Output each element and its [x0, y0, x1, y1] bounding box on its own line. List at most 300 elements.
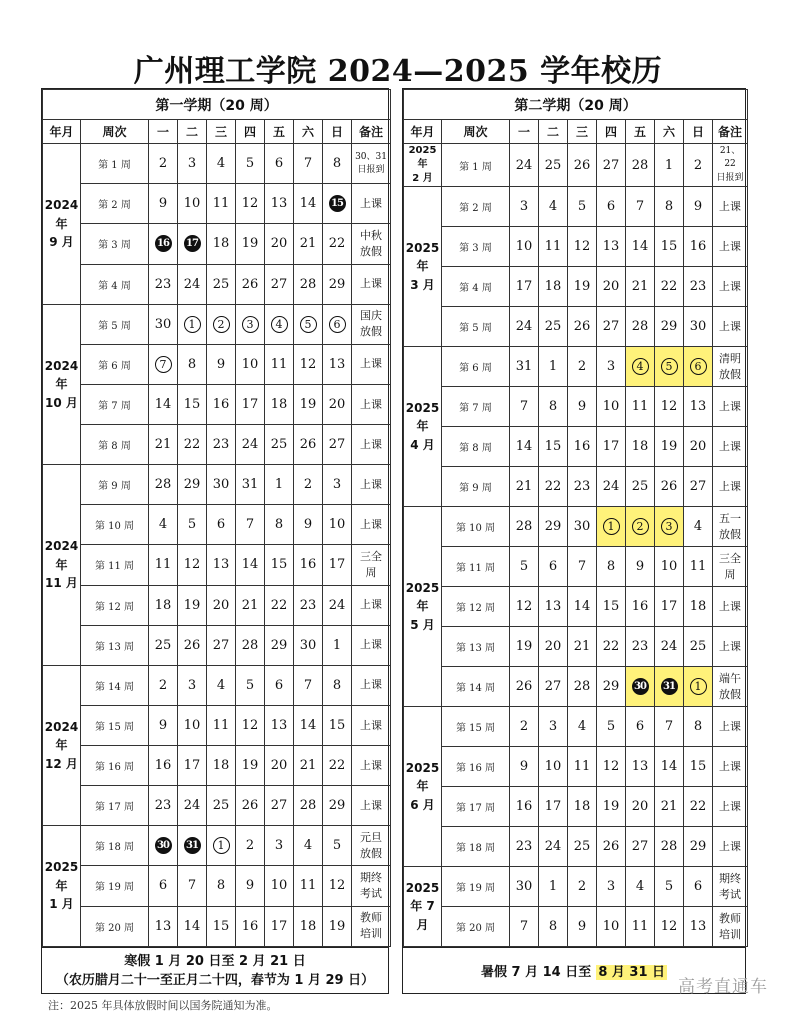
holiday-date-circle: 2 — [213, 316, 230, 333]
day-cell — [597, 747, 626, 787]
day-number: 5 — [245, 156, 255, 172]
week-note-line: 培训 — [360, 927, 383, 941]
day-cell — [655, 707, 684, 747]
column-header: 四 — [597, 120, 626, 144]
day-cell — [626, 227, 655, 267]
day-cell — [539, 267, 568, 307]
day-cell — [178, 906, 207, 946]
column-header: 一 — [149, 120, 178, 144]
week-note — [352, 184, 391, 224]
week-number: 第 10 周 — [81, 505, 149, 545]
day-cell — [568, 467, 597, 507]
day-number: 17 — [602, 439, 620, 454]
day-number: 7 — [519, 399, 529, 414]
week-note — [713, 707, 748, 747]
day-number: 4 — [577, 719, 587, 734]
day-cell — [539, 227, 568, 267]
day-number: 26 — [573, 319, 591, 334]
day-cell — [323, 425, 352, 465]
week-row — [404, 867, 748, 907]
day-number: 24 — [183, 798, 201, 814]
day-cell — [236, 625, 265, 665]
day-number: 13 — [154, 918, 172, 934]
day-number: 18 — [689, 599, 707, 614]
day-number: 6 — [548, 559, 558, 574]
day-number: 15 — [270, 557, 288, 573]
week-note-line: 上课 — [360, 598, 383, 612]
day-number: 5 — [577, 199, 587, 214]
week-note-line: 中秋 — [360, 229, 383, 243]
week-number: 第 13 周 — [442, 627, 510, 667]
column-header: 六 — [294, 120, 323, 144]
week-note — [352, 264, 391, 304]
day-cell — [655, 347, 684, 387]
day-cell — [323, 264, 352, 304]
month-label — [43, 465, 81, 666]
column-header: 备注 — [713, 120, 748, 144]
semester-title: 第一学期（20 周） — [43, 90, 391, 120]
month-label — [404, 867, 442, 947]
day-cell — [684, 387, 713, 427]
day-number: 16 — [154, 758, 172, 774]
week-note-line: 上课 — [360, 758, 383, 772]
watermark: 高考直通车 — [678, 977, 768, 997]
day-number: 10 — [544, 759, 562, 774]
day-number: 12 — [660, 399, 678, 414]
day-number: 10 — [660, 559, 678, 574]
day-number: 23 — [689, 279, 707, 294]
day-cell — [655, 507, 684, 547]
day-number: 12 — [183, 557, 201, 573]
month-label-line: 年 — [416, 259, 429, 274]
month-label-line: 2025 — [405, 400, 440, 415]
month-label — [43, 665, 81, 826]
week-row — [43, 144, 391, 184]
day-number: 13 — [631, 759, 649, 774]
day-number: 14 — [241, 557, 259, 573]
day-cell — [626, 307, 655, 347]
day-number: 5 — [606, 719, 616, 734]
day-cell — [294, 465, 323, 505]
week-note — [352, 665, 391, 705]
day-number: 14 — [631, 239, 649, 254]
day-cell — [207, 826, 236, 866]
day-cell — [510, 347, 539, 387]
day-cell — [626, 547, 655, 587]
week-number: 第 8 周 — [81, 425, 149, 465]
day-cell — [323, 384, 352, 424]
day-cell — [207, 344, 236, 384]
day-number: 23 — [573, 479, 591, 494]
day-cell — [323, 866, 352, 906]
day-number: 26 — [602, 839, 620, 854]
day-number: 5 — [187, 517, 197, 533]
week-note-line: 上课 — [360, 357, 383, 371]
week-note — [352, 545, 391, 585]
day-number: 11 — [631, 399, 649, 414]
week-number: 第 7 周 — [81, 384, 149, 424]
day-number: 17 — [270, 918, 288, 934]
day-cell — [684, 707, 713, 747]
day-cell — [294, 705, 323, 745]
day-cell — [207, 866, 236, 906]
day-number: 12 — [660, 919, 678, 934]
day-cell — [178, 184, 207, 224]
holiday-date-circle: 1 — [690, 678, 707, 695]
week-note-line: 日报到 — [716, 172, 744, 183]
month-label-line: 2024 — [44, 198, 79, 213]
day-number: 28 — [299, 798, 317, 814]
summer-vacation-end-date: 8 月 31 日 — [598, 965, 666, 980]
day-cell — [626, 627, 655, 667]
week-number: 第 7 周 — [442, 387, 510, 427]
week-note — [713, 827, 748, 867]
holiday-date-circle: 31 — [184, 837, 201, 854]
week-note-line: 上课 — [360, 517, 383, 531]
day-cell — [510, 467, 539, 507]
month-label — [43, 304, 81, 465]
day-cell — [294, 344, 323, 384]
day-cell — [207, 184, 236, 224]
week-note — [352, 625, 391, 665]
day-number: 27 — [544, 679, 562, 694]
week-note — [713, 907, 748, 947]
week-row — [43, 505, 391, 545]
day-cell — [510, 907, 539, 947]
day-cell — [539, 907, 568, 947]
week-row — [43, 465, 391, 505]
month-label — [404, 187, 442, 347]
day-number: 28 — [515, 519, 533, 534]
day-cell — [597, 507, 626, 547]
day-number: 19 — [241, 758, 259, 774]
month-label-line: 年 — [55, 377, 68, 392]
day-cell — [684, 867, 713, 907]
day-number: 24 — [515, 157, 533, 173]
second-semester-table — [402, 88, 746, 948]
month-label-line: 年 — [416, 419, 429, 434]
day-cell — [178, 505, 207, 545]
day-cell — [539, 307, 568, 347]
day-cell — [178, 585, 207, 625]
day-number: 30 — [212, 477, 230, 493]
day-number: 20 — [328, 396, 346, 412]
day-number: 22 — [544, 479, 562, 494]
day-cell — [207, 304, 236, 344]
day-cell — [597, 267, 626, 307]
day-cell — [568, 627, 597, 667]
week-number: 第 9 周 — [442, 467, 510, 507]
week-note-line: 考试 — [360, 886, 383, 900]
day-cell — [236, 826, 265, 866]
day-cell — [597, 787, 626, 827]
day-cell — [684, 587, 713, 627]
day-cell — [684, 427, 713, 467]
day-number: 8 — [187, 356, 197, 372]
week-note-line: 上课 — [719, 799, 742, 813]
day-number: 28 — [631, 157, 649, 173]
week-note-line: 上课 — [360, 638, 383, 652]
week-note-line: 上课 — [360, 798, 383, 812]
holiday-date-circle: 7 — [155, 356, 172, 373]
day-cell — [568, 507, 597, 547]
week-number: 第 11 周 — [442, 547, 510, 587]
holiday-date-circle: 5 — [300, 316, 317, 333]
day-cell — [149, 344, 178, 384]
day-number: 25 — [212, 798, 230, 814]
week-note-line: 放假 — [360, 846, 383, 860]
day-cell — [655, 387, 684, 427]
day-cell — [236, 304, 265, 344]
day-cell — [265, 465, 294, 505]
day-cell — [178, 384, 207, 424]
day-cell — [178, 304, 207, 344]
day-cell — [597, 467, 626, 507]
day-number: 9 — [303, 517, 313, 533]
week-note — [352, 705, 391, 745]
month-label-line: 2025 — [405, 580, 440, 595]
month-label-line: 11 月 — [45, 576, 78, 591]
day-cell — [510, 427, 539, 467]
week-number: 第 18 周 — [442, 827, 510, 867]
week-note-line: 上课 — [360, 718, 383, 732]
day-number: 1 — [548, 879, 558, 894]
day-number: 19 — [183, 597, 201, 613]
day-cell — [626, 667, 655, 707]
day-number: 15 — [183, 396, 201, 412]
day-cell — [149, 585, 178, 625]
day-cell — [265, 665, 294, 705]
day-cell — [149, 224, 178, 264]
day-cell — [265, 144, 294, 184]
week-row — [404, 827, 748, 867]
day-number: 11 — [154, 557, 172, 573]
day-cell — [626, 347, 655, 387]
month-label-line: 2025 — [405, 760, 440, 775]
day-number: 19 — [328, 918, 346, 934]
day-cell — [597, 427, 626, 467]
week-note — [713, 347, 748, 387]
week-row — [43, 545, 391, 585]
week-row — [404, 907, 748, 947]
day-cell — [323, 184, 352, 224]
day-number: 26 — [241, 798, 259, 814]
day-number: 17 — [660, 599, 678, 614]
day-number: 15 — [212, 918, 230, 934]
day-cell — [294, 304, 323, 344]
day-number: 4 — [693, 519, 703, 534]
day-number: 4 — [216, 677, 226, 693]
column-header: 六 — [655, 120, 684, 144]
day-cell — [149, 465, 178, 505]
week-note-line: 培训 — [719, 927, 742, 941]
week-note-line: 上课 — [719, 199, 742, 213]
day-number: 19 — [515, 639, 533, 654]
day-number: 18 — [573, 799, 591, 814]
day-cell — [539, 387, 568, 427]
day-number: 9 — [216, 356, 226, 372]
day-number: 26 — [299, 437, 317, 453]
day-number: 11 — [270, 356, 288, 372]
week-note — [713, 747, 748, 787]
day-number: 6 — [635, 719, 645, 734]
day-number: 7 — [303, 677, 313, 693]
month-label-line: 2024 — [44, 539, 79, 554]
day-cell — [294, 786, 323, 826]
day-cell — [294, 906, 323, 946]
day-cell — [178, 746, 207, 786]
day-cell — [510, 267, 539, 307]
day-number: 19 — [241, 236, 259, 252]
day-cell — [655, 547, 684, 587]
day-number: 16 — [631, 599, 649, 614]
day-cell — [684, 307, 713, 347]
month-label-line: 2 月 — [412, 173, 433, 184]
day-number: 29 — [544, 519, 562, 534]
week-number: 第 16 周 — [442, 747, 510, 787]
day-number: 1 — [332, 637, 342, 653]
week-note-line: 上课 — [719, 479, 742, 493]
day-number: 21 — [660, 799, 678, 814]
week-note-line: 上课 — [360, 277, 383, 291]
month-label-line: 年 — [416, 779, 429, 794]
week-number: 第 10 周 — [442, 507, 510, 547]
day-cell — [236, 144, 265, 184]
day-number: 20 — [602, 279, 620, 294]
day-number: 30 — [299, 637, 317, 653]
day-cell — [149, 505, 178, 545]
day-number: 5 — [519, 559, 529, 574]
week-number: 第 12 周 — [442, 587, 510, 627]
day-cell — [568, 667, 597, 707]
day-number: 5 — [664, 879, 674, 894]
day-cell — [568, 907, 597, 947]
day-number: 11 — [212, 196, 230, 212]
month-label-line: 月 — [416, 917, 429, 932]
week-note-line: 三全 — [360, 550, 383, 564]
day-cell — [568, 827, 597, 867]
day-cell — [684, 144, 713, 187]
day-number: 9 — [158, 717, 168, 733]
week-note-line: 三全 — [719, 551, 742, 565]
day-cell — [236, 665, 265, 705]
day-cell — [178, 224, 207, 264]
day-number: 11 — [544, 239, 562, 254]
day-cell — [510, 627, 539, 667]
day-number: 17 — [544, 799, 562, 814]
day-number: 25 — [631, 479, 649, 494]
day-number: 4 — [303, 838, 313, 854]
day-number: 16 — [573, 439, 591, 454]
day-cell — [149, 625, 178, 665]
month-label-line: 12 月 — [45, 756, 78, 771]
day-cell — [684, 907, 713, 947]
day-cell — [149, 384, 178, 424]
day-number: 13 — [689, 399, 707, 414]
week-note — [713, 467, 748, 507]
day-cell — [236, 545, 265, 585]
week-number: 第 3 周 — [442, 227, 510, 267]
day-number: 23 — [154, 276, 172, 292]
day-number: 18 — [631, 439, 649, 454]
day-cell — [626, 187, 655, 227]
day-cell — [510, 747, 539, 787]
day-cell — [265, 184, 294, 224]
day-number: 8 — [548, 919, 558, 934]
day-number: 20 — [689, 439, 707, 454]
day-number: 21 — [241, 597, 259, 613]
day-cell — [539, 587, 568, 627]
day-number: 13 — [602, 239, 620, 254]
day-number: 18 — [299, 918, 317, 934]
day-number: 8 — [548, 399, 558, 414]
week-row — [43, 425, 391, 465]
day-cell — [149, 184, 178, 224]
day-cell — [149, 665, 178, 705]
day-number: 2 — [158, 677, 168, 693]
month-label — [404, 507, 442, 707]
day-number: 16 — [515, 799, 533, 814]
holiday-date-circle: 16 — [155, 235, 172, 252]
day-cell — [568, 227, 597, 267]
day-number: 6 — [158, 878, 168, 894]
day-number: 24 — [515, 319, 533, 334]
day-cell — [294, 144, 323, 184]
week-number: 第 6 周 — [81, 344, 149, 384]
day-number: 10 — [183, 196, 201, 212]
day-number: 22 — [689, 799, 707, 814]
day-cell — [265, 786, 294, 826]
day-number: 12 — [602, 759, 620, 774]
day-cell — [207, 545, 236, 585]
day-number: 15 — [328, 717, 346, 733]
day-number: 23 — [299, 597, 317, 613]
day-number: 29 — [689, 839, 707, 854]
day-cell — [626, 787, 655, 827]
day-number: 29 — [602, 679, 620, 694]
day-number: 16 — [689, 239, 707, 254]
day-cell — [655, 144, 684, 187]
week-number: 第 1 周 — [81, 144, 149, 184]
week-note-line: 上课 — [360, 477, 383, 491]
holiday-date-circle: 4 — [632, 358, 649, 375]
column-header-row — [404, 120, 748, 144]
day-cell — [294, 665, 323, 705]
day-number: 9 — [635, 559, 645, 574]
day-cell — [178, 705, 207, 745]
week-number: 第 18 周 — [81, 826, 149, 866]
day-cell — [294, 505, 323, 545]
day-number: 12 — [241, 717, 259, 733]
day-cell — [568, 307, 597, 347]
week-row — [404, 144, 748, 187]
day-number: 30 — [154, 316, 172, 332]
day-cell — [207, 705, 236, 745]
column-header-row — [43, 120, 391, 144]
day-cell — [323, 705, 352, 745]
day-cell — [568, 187, 597, 227]
day-number: 31 — [241, 477, 259, 493]
day-number: 10 — [328, 517, 346, 533]
day-cell — [323, 224, 352, 264]
day-cell — [626, 867, 655, 907]
day-number: 18 — [154, 597, 172, 613]
week-row — [404, 187, 748, 227]
month-label — [404, 707, 442, 867]
semester-title-row — [404, 90, 748, 120]
week-note — [352, 224, 391, 264]
day-number: 29 — [660, 319, 678, 334]
